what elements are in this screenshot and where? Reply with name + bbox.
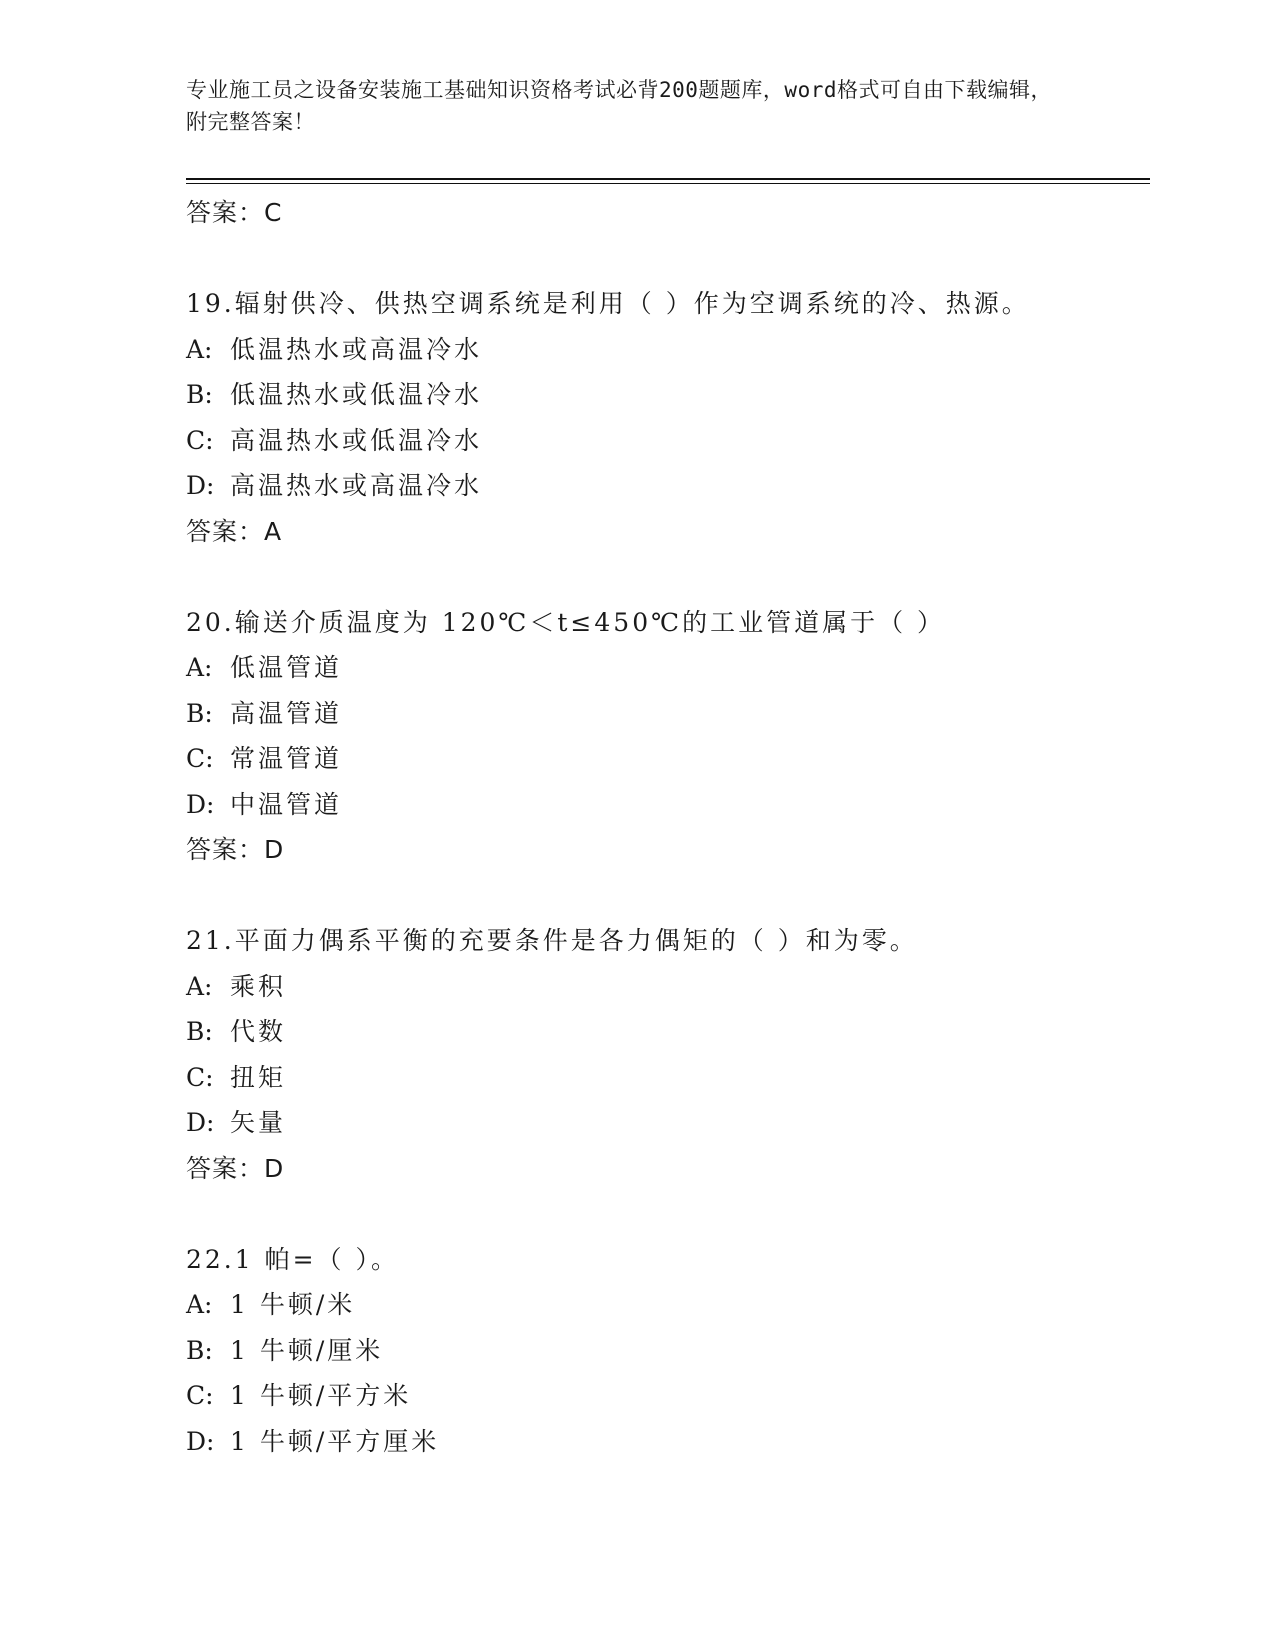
option-line [186,1009,1146,1055]
option-text: 1 牛顿/米 [230,1290,356,1319]
option-line [186,1419,1146,1465]
option-letter: B: [186,1335,213,1365]
option-text: 矢量 [230,1108,287,1137]
option-line [186,372,1146,418]
question-text: 22.1 帕=（ ）。 [186,1244,400,1274]
option-letter: B: [186,698,213,728]
option-text: 高温热水或低温冷水 [230,425,483,455]
option-line [186,964,1146,1010]
option-line [186,691,1146,737]
option-text: 中温管道 [230,789,343,819]
option-letter: C: [186,1381,214,1410]
option-letter: D: [186,471,215,500]
option-letter: A: [186,653,213,682]
exam-content [186,190,1146,1464]
option-letter: D: [186,1108,215,1137]
option-line [186,1328,1146,1374]
option-letter: A: [186,334,213,364]
option-text: 1 牛顿/平方厘米 [230,1426,440,1456]
question-text: 21.平面力偶系平衡的充要条件是各力偶矩的（ ）和为零。 [186,926,918,955]
option-line [186,1373,1146,1419]
option-line [186,418,1146,464]
option-text: 高温热水或高温冷水 [230,471,483,500]
question-text: 20.输送介质温度为 120℃＜t≤450℃的工业管道属于（ ） [186,607,946,637]
question-text: 19.辐射供冷、供热空调系统是利用（ ）作为空调系统的冷、热源。 [186,289,1030,318]
option-text: 高温管道 [230,698,343,728]
option-line [186,1282,1146,1328]
option-letter: C: [186,425,214,455]
option-line [186,645,1146,691]
option-text: 低温热水或高温冷水 [230,334,483,364]
option-letter: D: [186,789,215,819]
option-letter: B: [186,380,213,409]
option-text: 乘积 [230,971,287,1001]
option-text: 代数 [230,1017,287,1046]
option-line [186,327,1146,373]
header-divider [186,178,1150,184]
option-text: 1 牛顿/厘米 [230,1335,384,1365]
option-text: 低温热水或低温冷水 [230,380,483,409]
answer-line: 答案：A [186,516,283,546]
option-letter: D: [186,1426,215,1456]
answer-line: 答案：D [186,835,285,864]
option-text: 1 牛顿/平方米 [230,1381,412,1410]
option-letter: A: [186,971,213,1001]
document-header: 专业施工员之设备安装施工基础知识资格考试必背200题题库，word格式可自由下载编辑，附完整答案！ [186,78,1052,134]
option-line [186,782,1146,828]
answer-line: 答案：C [186,198,283,227]
answer-line: 答案：D [186,1153,285,1183]
option-letter: B: [186,1017,213,1046]
option-line [186,463,1146,509]
option-text: 扭矩 [230,1062,287,1092]
option-line [186,736,1146,782]
option-line [186,1055,1146,1101]
option-line [186,1100,1146,1146]
option-letter: A: [186,1290,213,1319]
option-letter: C: [186,744,214,773]
option-letter: C: [186,1062,214,1092]
option-text: 常温管道 [230,744,343,773]
option-text: 低温管道 [230,653,343,682]
